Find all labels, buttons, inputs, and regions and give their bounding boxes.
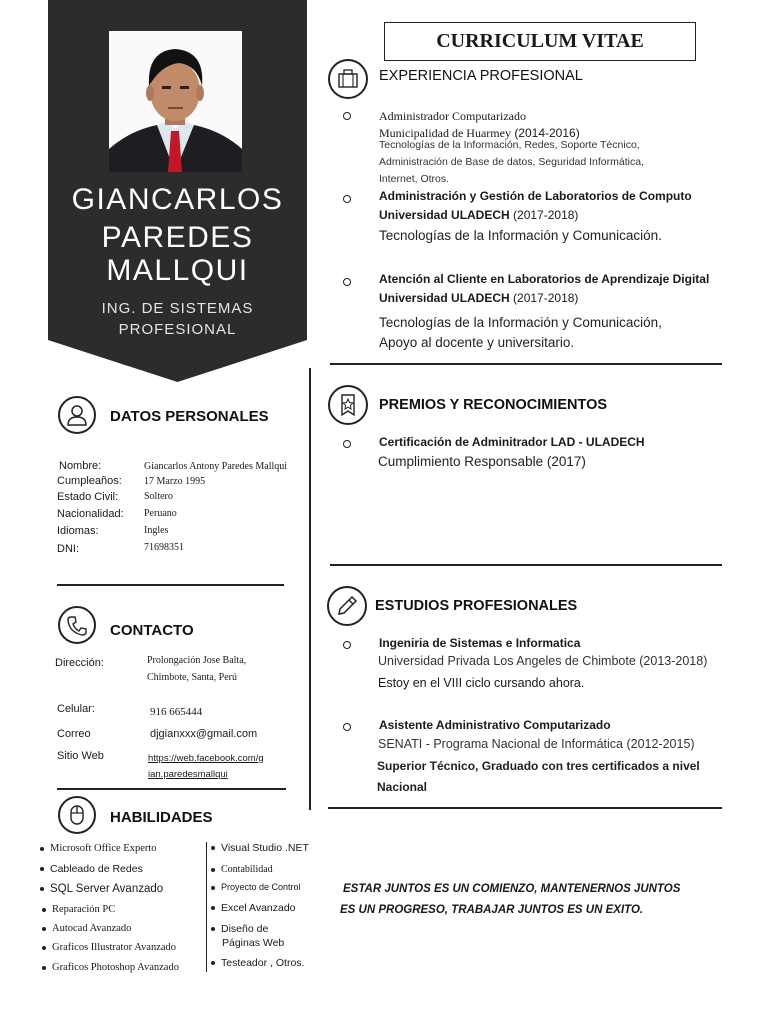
bullet-icon [343, 195, 351, 203]
phone-icon [58, 606, 96, 644]
section-title-skills: HABILIDADES [110, 809, 213, 826]
section-title-personal: DATOS PERSONALES [110, 408, 269, 425]
skill-item: Microsoft Office Experto [40, 843, 157, 854]
role-line-1: ING. DE SISTEMAS [101, 300, 254, 317]
value-address-2: Chimbote, Santa, Perú [147, 672, 237, 683]
edu-1-note: Estoy en el VIII ciclo cursando ahora. [378, 676, 585, 690]
award-title: Certificación de Adminitrador LAD - ULADECH [379, 435, 645, 449]
label-birthday: Cumpleaños: [57, 475, 122, 487]
label-address: Dirección: [55, 657, 104, 669]
edu-2-school: SENATI - Programa Nacional de Informática (2012-2015) [378, 737, 695, 751]
skill-item: Autocad Avanzado [42, 923, 131, 934]
name-last-2: MALLQUI [106, 254, 249, 287]
award-icon [328, 385, 368, 425]
value-nationality: Peruano [144, 508, 177, 519]
edu-2-note: Superior Técnico, Graduado con tres certificados a nivel Nacional [377, 759, 700, 794]
skills-divider [206, 842, 207, 972]
website-link-line-1: https://web.facebook.com/g [148, 753, 264, 764]
exp-1-desc: Tecnologías de la Información, Redes, Soporte Técnico, Administración de Base de datos, Seguridad Informática, Internet, Otros. [379, 139, 644, 185]
label-nationality: Nacionalidad: [57, 508, 124, 520]
quote-line-2: ES UN PROGRESO, TRABAJAR JUNTOS ES UN EXITO. [340, 904, 644, 916]
edu-1-school: Universidad Privada Los Angeles de Chimbote (2013-2018) [378, 654, 708, 668]
exp-2-org-line [379, 208, 578, 222]
skill-item: Proyecto de Control [211, 882, 301, 892]
label-languages: Idiomas: [57, 525, 99, 537]
bullet-icon [40, 847, 44, 851]
divider-contact [57, 788, 286, 790]
skill-item-continued: Páginas Web [222, 937, 285, 949]
column-divider [309, 368, 311, 810]
bullet-icon [40, 867, 44, 871]
divider-education [328, 807, 722, 809]
value-name: Giancarlos Antony Paredes Mallqui [144, 461, 288, 472]
exp-2-role: Administración y Gestión de Laboratorios de Computo [379, 189, 692, 203]
website-link-line-2: ian.paredesmallqui [148, 769, 228, 780]
divider-personal [57, 584, 284, 586]
skill-item: Diseño de [211, 923, 268, 935]
label-civil-status: Estado Civil: [57, 491, 119, 503]
exp-3-role: Atención al Cliente en Laboratorios de Aprendizaje Digital [379, 272, 710, 286]
cv-title: CURRICULUM VITAE [384, 22, 696, 61]
bullet-icon [343, 641, 351, 649]
divider-awards [330, 564, 722, 566]
bullet-icon [42, 946, 46, 950]
email-link[interactable]: djgianxxx@gmail.com [150, 728, 258, 740]
bullet-icon [211, 868, 215, 872]
pencil-icon [327, 586, 367, 626]
mouse-icon [58, 796, 96, 834]
section-title-education: ESTUDIOS PROFESIONALES [375, 598, 578, 614]
bullet-icon [211, 846, 215, 850]
bullet-icon [343, 440, 351, 448]
website-link[interactable] [148, 751, 264, 783]
skill-item: Graficos Photoshop Avanzado [42, 962, 179, 973]
profile-photo [109, 31, 242, 172]
bullet-icon [211, 961, 215, 965]
label-dni: DNI: [57, 543, 79, 555]
briefcase-icon [328, 59, 368, 99]
exp-1-period: (2014-2016) [514, 126, 580, 140]
edu-2-title: Asistente Administrativo Computarizado [379, 718, 611, 732]
bullet-icon [343, 278, 351, 286]
section-title-awards: PREMIOS Y RECONOCIMIENTOS [379, 397, 608, 413]
exp-3-org: Universidad ULADECH [379, 291, 510, 305]
value-dni: 71698351 [144, 542, 184, 553]
value-phone: 916 665444 [150, 706, 203, 718]
bullet-icon [40, 887, 44, 891]
value-birthday: 17 Marzo 1995 [144, 476, 206, 487]
skill-item: Reparación PC [42, 904, 115, 915]
skill-item: Graficos Illustrator Avanzado [42, 942, 176, 953]
award-desc: Cumplimiento Responsable (2017) [378, 454, 586, 469]
bullet-icon [343, 112, 351, 120]
edu-1-title: Ingeniria de Sistemas e Informatica [379, 636, 581, 650]
bullet-icon [42, 927, 46, 931]
role-line-2: PROFESIONAL [118, 321, 237, 338]
bullet-icon [42, 966, 46, 970]
exp-3-org-line [379, 291, 578, 305]
bullet-icon [211, 927, 215, 931]
section-title-experience: EXPERIENCIA PROFESIONAL [379, 68, 583, 84]
divider-experience [330, 363, 722, 365]
skill-item: Testeador , Otros. [211, 957, 304, 969]
skill-item: Contabilidad [211, 864, 273, 875]
exp-1-org: Municipalidad de Huarmey [379, 126, 511, 140]
value-languages: Ingles [144, 525, 169, 536]
bullet-icon [42, 908, 46, 912]
exp-3-desc: Tecnologías de la Información y Comunicación, Apoyo al docente y universitario. [379, 315, 662, 350]
bullet-icon [343, 723, 351, 731]
quote-line-1: ESTAR JUNTOS ES UN COMIENZO, MANTENERNOS JUNTOS [343, 883, 681, 895]
label-website: Sitio Web [57, 750, 104, 762]
skill-item: Visual Studio .NET [211, 842, 309, 854]
exp-2-desc: Tecnologías de la Información y Comunicación. [379, 228, 662, 243]
skill-item: Excel Avanzado [211, 902, 296, 914]
skill-item: Cableado de Redes [40, 863, 143, 875]
value-civil-status: Soltero [144, 491, 173, 502]
bullet-icon [211, 906, 215, 910]
exp-1-role: Administrador Computarizado [379, 109, 526, 123]
label-name: Nombre: [59, 460, 102, 472]
exp-2-period: (2017-2018) [513, 208, 579, 222]
exp-3-period: (2017-2018) [513, 291, 579, 305]
exp-2-org: Universidad ULADECH [379, 208, 510, 222]
label-phone: Celular: [57, 703, 95, 715]
value-address-1: Prolongación Jose Balta, [147, 655, 247, 666]
user-icon [58, 396, 96, 434]
name-last-1: PAREDES [101, 221, 254, 254]
section-title-contact: CONTACTO [110, 622, 194, 639]
skill-item: SQL Server Avanzado [40, 883, 163, 895]
name-first: GIANCARLOS [71, 183, 284, 216]
bullet-icon [211, 886, 215, 890]
label-email: Correo [57, 728, 91, 740]
